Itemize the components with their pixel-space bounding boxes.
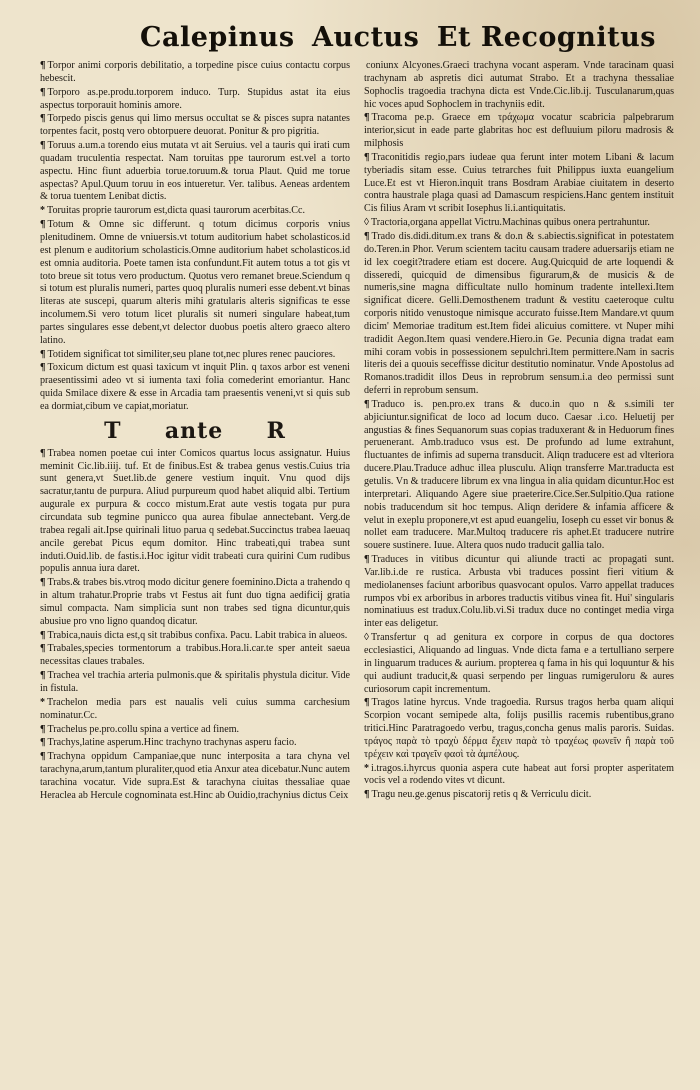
entry-marker: ¶ (40, 751, 46, 763)
dictionary-entry (364, 697, 674, 761)
entry-text: Tragu neu.ge.genus piscatorij retis q & Verriculu dicit. (371, 789, 592, 801)
dictionary-entry (364, 763, 674, 789)
entry-marker: ¶ (364, 398, 370, 410)
left-column-entries-before (40, 60, 350, 414)
entry-marker: ¶ (364, 151, 370, 163)
entry-text: Tragos latine hyrcus. Vnde tragoedia. Rursus tragos herba quam aliqui Scorpion vocant semipede alta, folijs pusillis racemis rubentibus,grano tritici.Hinc Paratragoedo verbu, tragus,concha genus malis paroris. Suidas. τράγος παρὰ τὸ τραχὺ δέρμα ἔχειν παρὰ τὸ τραχέως φωνεῖν ἢ παρὰ τοῦ τρέχειν καὶ τραγεῖν φασὶ τὰ ἀμπέλους. (364, 697, 674, 760)
entry-marker: ¶ (364, 112, 370, 124)
dictionary-entry (364, 217, 674, 230)
dictionary-entry (364, 789, 674, 802)
entry-text: Toxicum dictum est quasi taxicum vt inquit Plin. q taxos arbor est veneni praesentissimi adeo vt si iumenta taxi folia comederint emoriantur. Hanc quida Smilace dixere & esse in Arcadia tam praesentis veneni,vt si quis sub ea dormiat,cibum ve capiat,moriatur. (40, 362, 350, 412)
dictionary-entry (364, 399, 674, 553)
running-header (40, 22, 674, 56)
entry-marker: ¶ (40, 723, 46, 735)
entry-marker: ¶ (40, 643, 46, 655)
right-column (364, 60, 674, 804)
dictionary-entry (40, 87, 350, 113)
dictionary-entry (364, 60, 674, 111)
dictionary-entry (40, 362, 350, 413)
entry-text: i.tragos.i.hyrcus quonia aspera cute habeat aut forsi propter asperitatem vocis vel a rodendo vites vt dicunt. (364, 762, 674, 787)
entry-text: Torpor animi corporis debilitatio, a torpedine pisce cuius contactu corpus hebescit. (40, 60, 350, 84)
entry-text: Trabales,species tormentorum a trabibus.Hora.li.car.te sper anteit saeua necessitas claues trabales. (40, 643, 350, 668)
dictionary-entry (40, 448, 350, 576)
dictionary-entry (40, 724, 350, 737)
entry-marker: ◊ (364, 217, 369, 229)
entry-marker: * (40, 696, 46, 708)
entry-marker: ¶ (40, 577, 46, 589)
dictionary-entry (40, 751, 350, 802)
dictionary-entry (364, 112, 674, 151)
dictionary-entry (40, 737, 350, 750)
left-column (40, 60, 350, 804)
entry-marker: ¶ (40, 86, 46, 98)
dictionary-entry (364, 231, 674, 398)
dictionary-entry (40, 219, 350, 347)
section-word: ante (164, 417, 224, 444)
entry-text: coniunx Alcyones.Graeci trachyna vocant asperam. Vnde taracinam quasi trachynam ab aspretis dici autumat Strabo. Et a trachyna thessaliae Sophoclis tragoedia trachyna dicta est Vnde.Cic.lib.ij. Tusculanarum,quas hic voces apud Sophoclem in trachyniis edit. (364, 60, 674, 110)
entry-text: Trachyna oppidum Campaniae,que nunc interposita a tara chyna vel tarachyna,arum,tantum pluraliter,quod etia Anxur atea dicebatur.Nunc autem tarachina vocatur. Vide supra.Est & tarachyna ciuitas thessaliae quae Heraclea ab Hercule cognominata est.Hinc ab Ouidio,trachynius dictus Ceix (40, 751, 350, 801)
entry-text: Totum & Omne sic differunt. q totum dicimus corporis vnius plenitudinem. Omne de vniuersis.vt totum auditorium habet scholasticos.id est plenum e auditorium scholasticis.Omne auditorium habet scholasticos.id est omnia auditoria. Poete tamen ista confundunt.Fit autem totus a tot gis vt toto breue sit totus vero productum. Quotus vero remanet breue.Sciendum q si totum est pluralis numeri, partes quoq pluralis numeri esse debent.vt binas literas ate suscepi, quarum alteris mihi gratularis alteris significas te esse incolumem.Si vero totum licet pluralis sit numeri singulare habeat,tum partes singulares esse debent,vt delector duobus poetis altero graeco altero latino. (40, 219, 350, 346)
dictionary-entry (40, 630, 350, 643)
dictionary-entry (364, 632, 674, 696)
entry-text: Torpedo piscis genus qui limo mersus occultat se & pisces supra natantes torpentes facit, postq vero obtorpuere deuorat. Ponitur & pro pigritia. (40, 113, 350, 138)
entry-text: Toruus a.um.a torendo eius mutata vt ait Seruius. vel a tauris qui irati cum quadam truculentia respectat. Nam toruitas ppe taurorum est.vel a torto aspectu. Hinc fiunt aduerbia torue.toruum.& torua Plaut. Quid me torue aspectas? Apul.Quum toruu in eos intueretur. Ver. talibus. Aeneas ardentem & torua tuentem Lenibat dictis. (40, 140, 350, 203)
section-heading (40, 416, 350, 446)
entry-marker: ¶ (40, 447, 46, 459)
entry-marker: ¶ (364, 697, 370, 709)
header-right: Et Recognitus (436, 22, 656, 53)
entry-text: Toruitas proprie taurorum est,dicta quasi taurorum acerbitas.Cc. (47, 205, 306, 217)
entry-text: Traduco is. pen.pro.ex trans & duco.in quo n & s.simili ter abjiciuntur.significat de loco ad locum duco. Caesar .i.co. Heluetij per angustias & fines Sequanorum suas copias traduxerant & in Heduorum fines peruenerant. Amb.traduco vsus est. De profundo ad lume extrahunt, fluctuantes de infimis ad superna transducit. Aliqn traducere est ad vlteriora ducere.Plau.Traduce adhuc illea plusculu. Aliqn transferre Mar.traducta est getulis. Vn & traducere librum ex vna lingua in alia quidam dicuntur.Hoc est interpretari. Aliquando Agere siue praeterire.Cice.Ser.Sulpitio.Qua ratione nobis traducendum sit hoc tempus. Aliqn deridere & infamia afficere & velut in exeplu proponere,vt est apud euangeliu, Ioseph cu esset vir bonus & nollet eam traducere. Mar.Multoq traducere ris aphet.Et traducere nutrire souere sustinere. Iuue. Altera quos nudo traducit gallia talo. (364, 398, 674, 552)
header-left: Calepinus (140, 22, 295, 53)
dictionary-entry (40, 113, 350, 139)
dictionary-entry (40, 349, 350, 362)
entry-text: Trado dis.didi.ditum.ex trans & do.n & s.abiectis.significat in potestatem do.Teren.in Phor. Verum scientem tacitu causam tradere aduersarijs etiam ne id lex coegit?tradere etiam est docere. Aug.Quicquid de arte loquendi & disseredi, quicquid de dimensibus figurarum,& de musicis & de numeris,sine magna difficultate nullo hominum tradente intellexi.Item significat dicere. Gelli.Demosthenem tradunt & vestitu caeteroque cultu corporis nitido venustoque nimisque accurato fuisse.Item Mandare.vt quum dicim' Memoriae traditum est.Item fidei alicuius comittere. vt Nuper mihi tradidit Aegon.Item quasi vendere.Hiero.in Ge. Pecunia digna tradat eam mihi coram vobis in possessionem sepulchri.Item permittere.Nam in sacris literis dei a quouis seceffisse dicitur destitutio nominatur. Vnde Apostolus ad Romanos.tradidit illos Deus in reprobrum sensum.i.a deo permissi sunt deferri in reprobum sensum. (364, 230, 674, 397)
entry-text: Traduces in vitibus dicuntur qui aliunde tracti ac propagati sunt. Var.lib.i.de re rustica. Arbusta vbi traduces possint fieri vitium & mediolanenses faciunt arboribus quasvocant opulos. Varro appellat traduces rumpos vbi ex arboribus in arbores traductis vitibus vinea fit. Hui' singularis nominatiuus est tradux.Colu.lib.vi.Si tradux duce no continget media virga inter eas deligetur. (364, 554, 674, 630)
dictionary-entry (40, 577, 350, 628)
entry-marker: ¶ (40, 362, 46, 374)
entry-marker: ¶ (364, 230, 370, 242)
entry-marker: ¶ (40, 60, 46, 71)
entry-marker: ¶ (364, 789, 370, 801)
entry-text: Tractoria,organa appellat Victru.Machinas quibus onera pertrahuntur. (371, 217, 650, 229)
entry-marker: ◊ (364, 632, 369, 644)
header-middle: Auctus (312, 22, 420, 53)
entry-text: Trachelon media pars est naualis veli cuius summa carchesium nominatur.Cc. (40, 696, 350, 721)
entry-marker: ¶ (40, 219, 46, 231)
dictionary-entry (364, 554, 674, 631)
entry-marker: * (364, 762, 370, 774)
entry-marker: ¶ (40, 670, 46, 682)
entry-marker: ¶ (40, 629, 46, 641)
entry-text: Trabs.& trabes bis.vtroq modo dicitur genere foeminino.Dicta a trahendo q in altum trahatur.Proprie trabs vt Festus ait funt duo tigna aedificij gratia simul compacta. Nam simplicia sunt non trabes sed tigna dicuntur,quis abusiue pro vno ligno quandoq dicatur. (40, 577, 350, 627)
entry-text: Transfertur q ad genitura ex corpore in corpus de qua doctores ecclesiastici, Aliquando ad linguas. Vnde dicta fama e a tertulliano serpere in linguarum traduces & aurium. propterea q fama in his qui loquuntur & his qui audiunt traducit,& quasi serpendo per linguas rumigeruloru & aures curiosorum capit incrementum. (364, 632, 674, 695)
entry-marker: ¶ (364, 554, 370, 566)
text-columns (40, 60, 674, 804)
section-letter-2: R (266, 417, 286, 444)
entry-text: Trachys,latine asperum.Hinc trachyno trachynas asperu facio. (47, 737, 297, 749)
entry-text: Trachelus pe.pro.collu spina a vertice ad finem. (47, 723, 240, 735)
entry-text: Tracoma pe.p. Graece em τράχωμα vocatur scabricia palpebrarum interior,sicut in eade parte glabritas hoc est defluuium piloru madrosis & milphosis (364, 112, 674, 150)
section-letter: T (104, 417, 122, 444)
dictionary-entry (40, 140, 350, 204)
entry-marker: ¶ (40, 113, 46, 125)
dictionary-entry (364, 152, 674, 216)
entry-marker: ¶ (40, 737, 46, 749)
entry-text: Traconitidis regio,pars iudeae qua ferunt inter motem Libani & lacum tyberiadis sitam esse. Cuius tetrarches fuit Philippus iuxta euangelium Luce.Et est vt Hieron.inquit trans Bosdram Arabiae ciuitatem in deserto contra haustrale plaga quasi ad Damascum respiciens.Hanc gentem instituit Cis filius Aram vt scribit Iosephus li.i.antiquitatis. (364, 151, 674, 215)
dictionary-entry (40, 643, 350, 669)
entry-text: Trabea nomen poetae cui inter Comicos quartus locus assignatur. Huius meminit Cic.lib.iiij. tuf. Et de finibus.Est & trabea genus vestis.Cuius tria sunt genera,vt Suet.lib.de genere vestium inquit. Vnu quod dijs sacratur,tantu de purpura. Aliud purpureum quod habet aliquid albi. Tertium augurale ex purpura & cocco mistum.Erat aute vestis togata pur pura circundata sub tegmine punicco qua aurea fibulae annectebant. Verg.de trabea regali ait.Ipse quirinali lituo parua q sedebat.Succinctus trabea laeuaq ancile gerebat Picus equm domitor. Hinc trabeati,qui trabea sunt induti.Ouid.lib. de fastis.i.Hoc igitur vidit trabeati cura quirini Cum rudibus populis annua iura daret. (40, 447, 350, 575)
entry-text: Totidem significat tot similiter,seu plane tot,nec plures renec pauciores. (47, 348, 336, 360)
entry-text: Trachea vel trachia arteria pulmonis.que & spiritalis phystula dicitur. Vide in fistula. (40, 670, 350, 694)
entry-text: Trabica,nauis dicta est,q sit trabibus confixa. Pacu. Labit trabica in alueos. (47, 629, 348, 641)
entry-text: Torporo as.pe.produ.torporem induco. Turp. Stupidus astat ita eius aspectus torporauit hominis amore. (40, 86, 350, 111)
left-column-entries-after (40, 448, 350, 803)
dictionary-entry (40, 60, 350, 86)
entry-marker: ¶ (40, 348, 46, 360)
entry-marker: ¶ (40, 140, 46, 152)
entry-marker: * (40, 205, 46, 217)
dictionary-entry (40, 670, 350, 696)
dictionary-entry (40, 205, 350, 218)
dictionary-entry (40, 697, 350, 723)
